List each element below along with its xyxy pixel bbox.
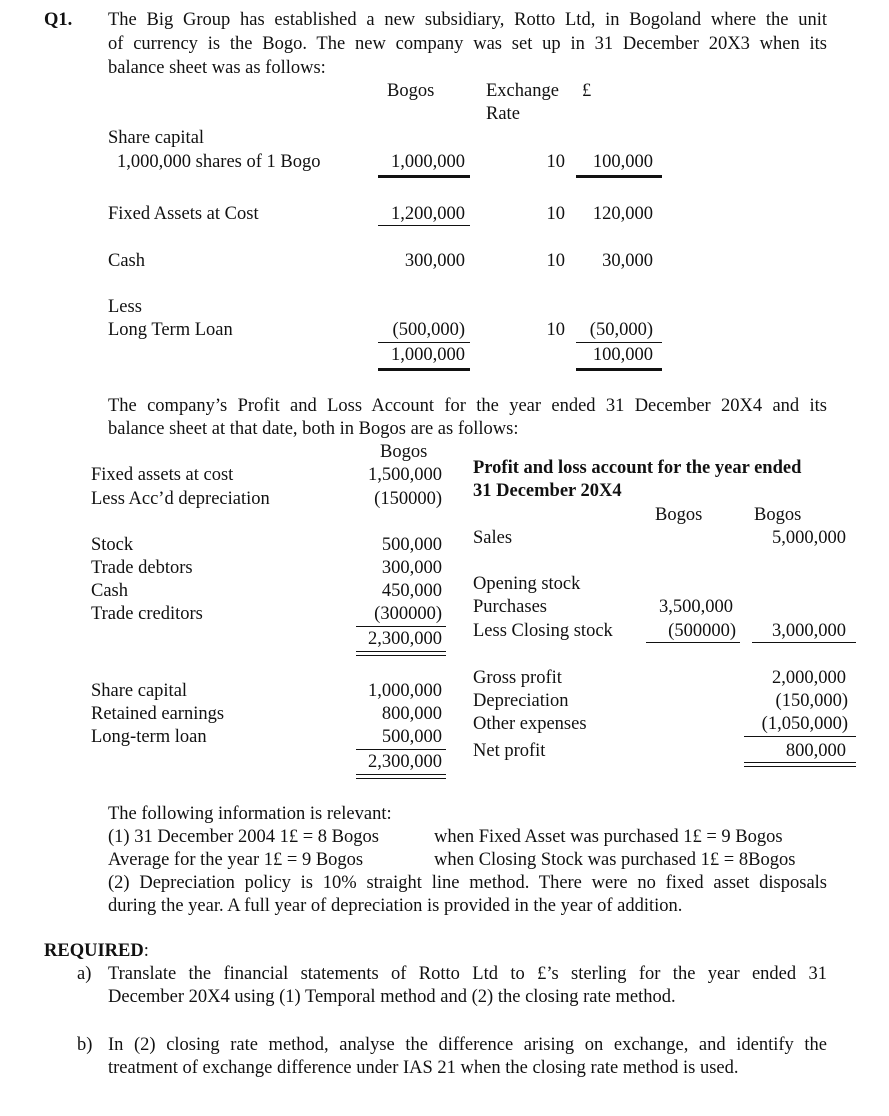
pl-np-value: 800,000 (785, 741, 846, 761)
bs-net-top-rule (356, 626, 446, 627)
bs-net-total: 2,300,000 (368, 629, 442, 649)
loan-gbp: (50,000) (589, 320, 653, 340)
fixed-assets-gbp: 120,000 (592, 204, 653, 224)
bs-net-double-rule (356, 651, 446, 656)
pl-title-line-2: 31 December 20X4 (473, 481, 622, 501)
col-header-rate-2: Rate (486, 104, 520, 124)
pl-title-line-1: Profit and loss account for the year ended (473, 458, 802, 478)
pl-cos-value: 3,000,000 (772, 621, 846, 641)
loan-rate: 10 (546, 320, 565, 340)
bs-funds-top-rule (356, 749, 446, 750)
bs-dep-label: Less Acc’d depreciation (91, 489, 270, 509)
pl-gp-label: Gross profit (473, 668, 562, 688)
loan-bogos-underline (378, 342, 470, 343)
shares-rate: 10 (546, 152, 565, 172)
required-a-line-1: Translate the financial statements of Rotto Ltd to £’s sterling for the year ended 31 (108, 964, 827, 984)
shares-bogos: 1,000,000 (391, 152, 465, 172)
bs-retained-value: 800,000 (381, 704, 442, 724)
pl-closing-label: Less Closing stock (473, 621, 613, 641)
required-b-line-1: In (2) closing rate method, analyse the difference arising on exchange, and identify the (108, 1035, 827, 1055)
pl-dep-label: Depreciation (473, 691, 569, 711)
pl-np-double-rule (744, 762, 856, 767)
shares-label: 1,000,000 shares of 1 Bogo (117, 152, 321, 172)
pl-col-bogos-2: Bogos (754, 505, 802, 525)
pl-cos-underline (752, 642, 856, 643)
pl-purchases-value: 3,500,000 (659, 597, 733, 617)
fixed-assets-bogos: 1,200,000 (391, 204, 465, 224)
bs-share-value: 1,000,000 (368, 681, 442, 701)
bs-col-header: Bogos (380, 442, 428, 462)
pl-purchases-label: Purchases (473, 597, 547, 617)
bs-stock-label: Stock (91, 535, 134, 555)
pl-np-label: Net profit (473, 741, 546, 761)
pl-closing-value: (500000) (668, 621, 736, 641)
fixed-assets-rate: 10 (546, 204, 565, 224)
pl-dep-value: (150,000) (775, 691, 848, 711)
pl-closing-underline (646, 642, 740, 643)
bs-loan-value: 500,000 (381, 727, 442, 747)
cash-rate: 10 (546, 251, 565, 271)
bs-cash-label: Cash (91, 581, 128, 601)
pl-opening-label: Opening stock (473, 574, 581, 594)
col-header-gbp: £ (582, 81, 592, 101)
shares-bogos-underline (378, 175, 470, 178)
loan-gbp-underline (576, 342, 662, 343)
bs-debtors-value: 300,000 (381, 558, 442, 578)
fixed-assets-label: Fixed Assets at Cost (108, 204, 259, 224)
bs-stock-value: 500,000 (381, 535, 442, 555)
bs-creditors-value: (300000) (374, 604, 442, 624)
pl-other-label: Other expenses (473, 714, 587, 734)
question-number: Q1. (44, 10, 73, 30)
loan-bogos: (500,000) (392, 320, 465, 340)
pl-gp-value: 2,000,000 (772, 668, 846, 688)
pl-sales-label: Sales (473, 528, 513, 548)
share-capital-label: Share capital (108, 128, 205, 148)
bs-dep-value: (150000) (374, 489, 442, 509)
bs-fixed-label: Fixed assets at cost (91, 465, 234, 485)
required-a-line-2: December 20X4 using (1) Temporal method and (2) the closing rate method. (108, 987, 676, 1007)
total-gbp-underline (576, 368, 662, 371)
pl-intro-line-1: The company’s Profit and Loss Account for the year ended 31 December 20X4 and its (108, 396, 827, 416)
total-gbp: 100,000 (592, 345, 653, 365)
loan-label: Long Term Loan (108, 320, 233, 340)
required-b-marker: b) (77, 1035, 93, 1055)
col-header-rate: Exchange (486, 81, 559, 101)
info-rate-closing: (1) 31 December 2004 1£ = 8 Bogos (108, 827, 379, 847)
bs-cash-value: 450,000 (381, 581, 442, 601)
cash-gbp: 30,000 (602, 251, 653, 271)
info-dep-line-2: during the year. A full year of depreciation is provided in the year of addition. (108, 896, 683, 916)
bs-share-label: Share capital (91, 681, 188, 701)
required-a-marker: a) (77, 964, 92, 984)
total-bogos-underline (378, 368, 470, 371)
pl-sales-value: 5,000,000 (772, 528, 846, 548)
bs-fixed-value: 1,500,000 (368, 465, 442, 485)
less-label: Less (108, 297, 142, 317)
pl-intro-line-2: balance sheet at that date, both in Bogos are as follows: (108, 419, 519, 439)
info-rate-fixed: when Fixed Asset was purchased 1£ = 9 Bogos (434, 827, 783, 847)
shares-gbp: 100,000 (592, 152, 653, 172)
required-b-line-2: treatment of exchange difference under IAS 21 when the closing rate method is used. (108, 1058, 739, 1078)
bs-creditors-label: Trade creditors (91, 604, 203, 624)
intro-line-1: The Big Group has established a new subsidiary, Rotto Ltd, in Bogoland where the unit (108, 10, 827, 30)
pl-other-value: (1,050,000) (761, 714, 848, 734)
cash-bogos: 300,000 (404, 251, 465, 271)
total-bogos: 1,000,000 (391, 345, 465, 365)
shares-gbp-underline (576, 175, 662, 178)
bs-funds-double-rule (356, 774, 446, 779)
info-dep-line-1: (2) Depreciation policy is 10% straight line method. There were no fixed asset disposals (108, 873, 827, 893)
info-rate-average: Average for the year 1£ = 9 Bogos (108, 850, 364, 870)
bs-debtors-label: Trade debtors (91, 558, 193, 578)
col-header-bogos: Bogos (387, 81, 435, 101)
required-colon: : (143, 941, 149, 961)
pl-other-underline (744, 736, 856, 737)
required-heading: REQUIRED (44, 941, 144, 961)
pl-col-bogos-1: Bogos (655, 505, 703, 525)
fixed-assets-underline (378, 225, 470, 226)
intro-line-2: of currency is the Bogo. The new company was set up in 31 December 20X3 when its (108, 34, 827, 54)
bs-funds-total: 2,300,000 (368, 752, 442, 772)
intro-line-3: balance sheet was as follows: (108, 58, 326, 78)
bs-retained-label: Retained earnings (91, 704, 225, 724)
cash-label: Cash (108, 251, 145, 271)
info-rate-stock: when Closing Stock was purchased 1£ = 8Bogos (434, 850, 796, 870)
info-heading: The following information is relevant: (108, 804, 392, 824)
bs-loan-label: Long-term loan (91, 727, 207, 747)
